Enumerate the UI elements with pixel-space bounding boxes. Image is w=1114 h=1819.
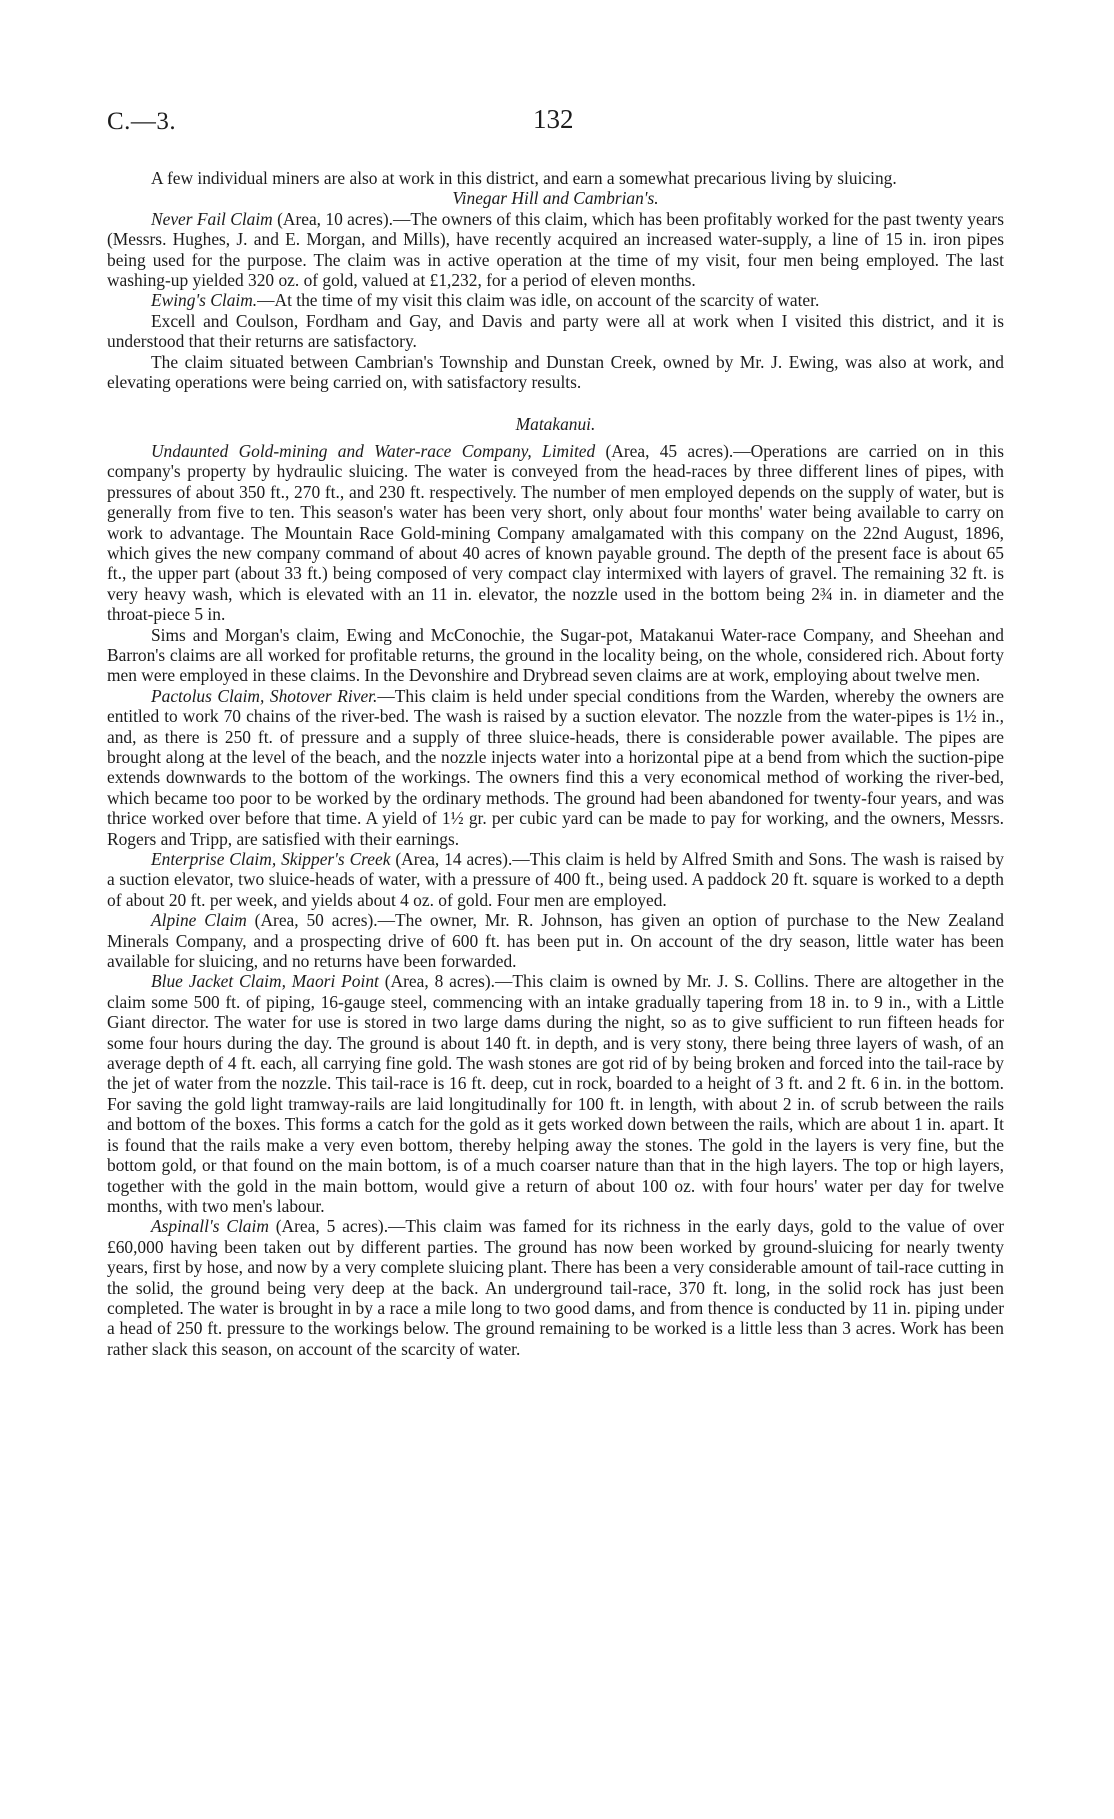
section-heading-vinegar-hill: Vinegar Hill and Cambrian's. [452, 188, 659, 209]
intro-paragraph: A few individual miners are also at work in this district, and earn a somewhat precarious living by sluicing. [151, 168, 897, 188]
paragraph-body: (Area, 8 acres).—This claim is owned by Mr. J. S. Collins. There are altogether in the claim some 500 ft. of piping, 16-gauge steel, commencing with an intake gradually tapering from 18 in. to 9 in., with a Little Giant director. The water for use is stored in two large dams during the night, so as to give sufficient to run fifteen heads for some four hours during the day. The ground is about 140 ft. in depth, and is very stony, there being three layers of wash, of an average depth of 4 ft. each, all carrying fine gold. The wash stones are got rid of by being broken and forced into the tail-race by the jet of water from the nozzle. This tail-race is 16 ft. deep, cut in rock, boarded to a height of 3 ft. and 2 ft. 6 in. in the bottom. For saving the gold light tramway-rails are laid longitudinally for 100 ft. in length, with about 2 in. of scrub between the rails and bottom of the boxes. This forms a catch for the gold as it gets worked down between the rails, which are about 1 in. apart. It is found that the rails make a very even bottom, thereby helping away the stones. The gold in the layers is very fine, but the bottom gold, or that found on the main bottom, is of a much coarser nature than that in the high layers. The top or high layers, together with the gold in the main bottom, would give a return of about 100 oz. with four hours' water per day for twelve months, with two men's labour. [107, 971, 1005, 1216]
paragraph-body: (Area, 10 acres).—The owners of this claim, which has been profitably worked for the past twenty years (Messrs. Hughes, J. and E. Morgan, and Mills), have recently acquired an increased water-supply, a line of 15 in. iron pipes being used for the purpose. The claim was in active operation at the time of my visit, four men being employed. The last washing-up yielded 320 oz. of gold, valued at £1,232, for a period of eleven months. [107, 208, 1004, 291]
claim-title: Pactolus Claim, Shotover River. [151, 685, 378, 706]
paragraph-cambrians-township: The claim situated between Cambrian's Township and Dunstan Creek, owned by Mr. J. Ewing, was also at work, and elevating operations were being carried on, with satisfactory results. [107, 351, 1004, 393]
paragraph-ewings-claim [107, 290, 1004, 310]
claim-title: Ewing's Claim. [151, 290, 258, 311]
paragraph-body: —This claim is held under special conditions from the Warden, whereby the owners are entitled to work 70 chains of the river-bed. The wash is raised by a suction elevator. The nozzle from the water-pipes is 1½ in., and, as there is 250 ft. of pressure and a supply of three sluice-heads, there is considerable power available. The pipes are brought along at the level of the beach, and the nozzle injects water into a horizontal pipe at a bend from which the suction-pipe extends downwards to the bottom of the workings. The owners find this a very economical method of working the river-bed, which became too poor to be worked by the ordinary methods. The ground had been abandoned for twenty-four years, and was thrice worked over before that time. A yield of 1½ gr. per cubic yard can be made to pay for working, and the owners, Messrs. Rogers and Tripp, are satisfied with their earnings. [107, 685, 1004, 849]
paragraph-blue-jacket-claim [107, 971, 1004, 1216]
paragraph-body: —At the time of my visit this claim was idle, on account of the scarcity of water. [257, 290, 820, 311]
paragraph-enterprise-claim [107, 849, 1004, 910]
claim-title: Alpine Claim [151, 910, 247, 931]
section-heading-matakanui: Matakanui. [515, 414, 596, 435]
page-number: 132 [533, 104, 574, 134]
claim-title: Never Fail Claim [151, 208, 273, 229]
paragraph-undaunted [107, 441, 1004, 625]
paragraph-aspinalls-claim [107, 1216, 1004, 1359]
body-text [107, 168, 1004, 1359]
claim-title: Enterprise Claim, Skipper's Creek [151, 849, 391, 869]
paragraph-never-fail-claim [107, 209, 1004, 291]
paragraph-pactolus-claim [107, 686, 1004, 849]
paragraph-excell-coulson: Excell and Coulson, Fordham and Gay, and Davis and party were all at work when I visited this district, and it is understood that their returns are satisfactory. [107, 310, 1004, 352]
claim-title: Blue Jacket Claim, Maori Point [151, 971, 379, 992]
document-code: C.—3. [107, 108, 177, 135]
paragraph-body: (Area, 14 acres).—This claim is held by Alfred Smith and Sons. The wash is raised by a suction elevator, two sluice-heads of water, with a pressure of 400 ft., being used. A paddock 20 ft. square is worked to a depth of about 20 ft. per week, and yields about 4 oz. of gold. Four men are employed. [107, 849, 1004, 910]
paragraph-sims-morgan: Sims and Morgan's claim, Ewing and McConochie, the Sugar-pot, Matakanui Water-race Company, and Sheehan and Barron's claims are all worked for profitable returns, the ground in the locality being, on the whole, considered rich. About forty men were employed in these claims. In the Devonshire and Drybread seven claims are at work, employing about twelve men. [107, 624, 1004, 686]
paragraph-body: (Area, 50 acres).—The owner, Mr. R. Johnson, has given an option of purchase to the New Zealand Minerals Company, and a prospecting drive of 600 ft. has been put in. On account of the dry season, little water has been available for sluicing, and no returns have been forwarded. [107, 910, 1004, 972]
claim-title: Undaunted Gold-mining and Water-race Company, Limited [151, 440, 596, 461]
paragraph-body: (Area, 45 acres).—Operations are carried on in this company's property by hydraulic sluicing. The water is conveyed from the head-races by three different lines of pipes, with pressures of about 350 ft., 270 ft., and 230 ft. respectively. The number of men employed depends on the supply of water, but is generally from five to ten. This season's water has been very short, only about four months' water being available to carry on work to advantage. The Mountain Race Gold-mining Company amalgamated with this company on the 22nd August, 1896, which gives the new company command of about 40 acres of known payable ground. The depth of the present face is about 65 ft., the upper part (about 33 ft.) being composed of very compact clay intermixed with layers of gravel. The remaining 32 ft. is very heavy wash, which is elevated with an 11 in. elevator, the nozzle used in the bottom being 2¾ in. in diameter and the throat-piece 5 in. [107, 440, 1004, 625]
paragraph-body: (Area, 5 acres).—This claim was famed for its richness in the early days, gold to the value of over £60,000 having been taken out by different parties. The ground has now been worked by ground-sluicing for nearly twenty years, first by hose, and now by a very complete sluicing plant. There has been a very considerable amount of tail-race cutting in the solid, the ground being very deep at the back. An underground tail-race, 370 ft. long, in the solid rock has just been completed. The water is brought in by a race a mile long to two good dams, and from thence is conducted by 11 in. piping under a head of 250 ft. pressure to the workings below. The ground remaining to be worked is a little less than 3 acres. Work has been rather slack this season, on account of the scarcity of water. [107, 1216, 1004, 1359]
claim-title: Aspinall's Claim [151, 1216, 269, 1237]
paragraph-alpine-claim [107, 910, 1004, 971]
